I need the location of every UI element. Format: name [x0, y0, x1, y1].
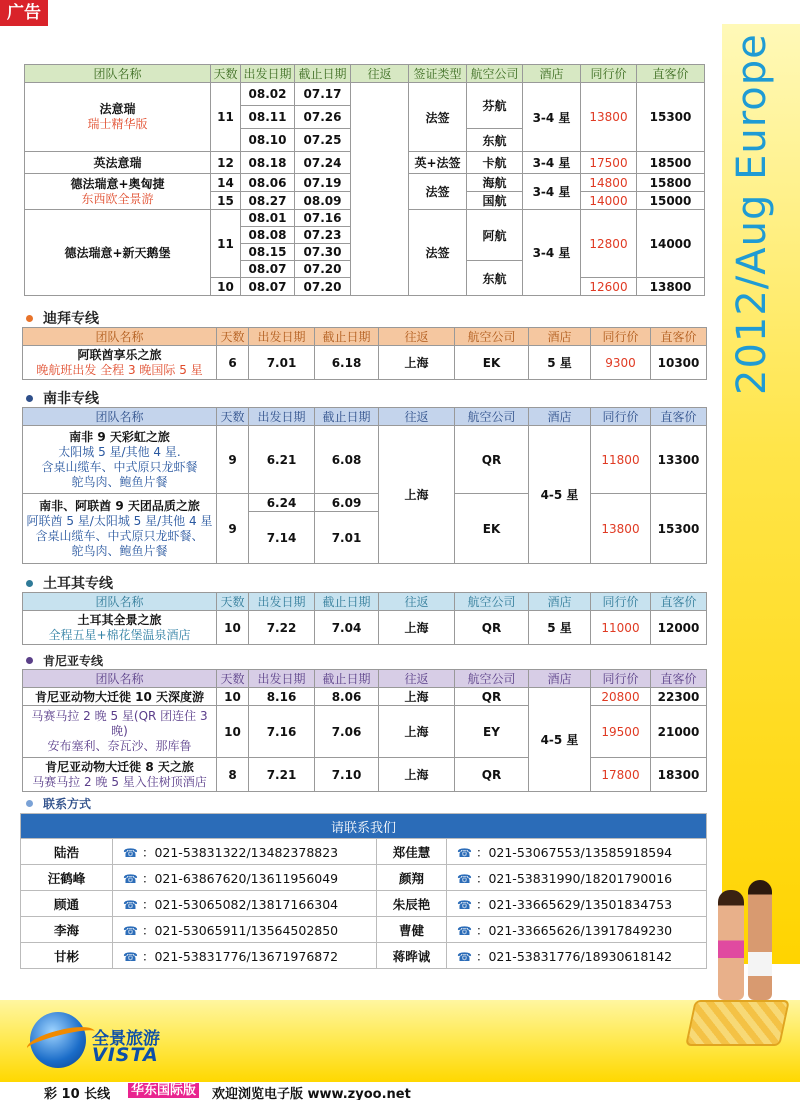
days-cell: 10 — [217, 706, 249, 758]
bullet-icon — [26, 800, 33, 807]
contact-row — [21, 891, 707, 917]
peer-price: 12600 — [581, 278, 637, 296]
departure-date: 08.02 — [241, 83, 295, 106]
tour-subtitle: 安布塞利、奈瓦沙、那库鲁 — [47, 739, 192, 753]
contact-name: 蒋晔诚 — [377, 943, 447, 969]
tour-name: 肯尼亚动物大迁徙 10 天深度游 — [23, 688, 217, 706]
header-cell: 团队名称 — [23, 593, 217, 611]
header-cell: 同行价 — [591, 593, 651, 611]
departure-date: 08.01 — [241, 210, 295, 227]
phone-number: ：021-53831990/18201790016 — [475, 870, 673, 886]
section-title: 肯尼亚专线 — [43, 654, 104, 668]
airline-cell: QR — [455, 426, 529, 494]
header-cell: 酒店 — [529, 670, 591, 688]
direct-price: 18500 — [637, 152, 705, 174]
bullet-icon — [26, 315, 33, 322]
table-row — [23, 426, 707, 494]
roundtrip-cell: 上海 — [379, 346, 455, 380]
peer-price: 14800 — [581, 174, 637, 192]
contact-phone[interactable] — [447, 917, 707, 943]
contact-name: 郑佳慧 — [377, 839, 447, 865]
peer-price: 14000 — [581, 192, 637, 210]
phone-icon: ☎ — [123, 897, 138, 912]
contact-name: 甘彬 — [21, 943, 113, 969]
days-cell: 11 — [211, 83, 241, 152]
tour-name: 德法瑞意+新天鹅堡 — [25, 210, 211, 296]
safrica-header-row — [23, 408, 707, 426]
header-cell: 同行价 — [591, 670, 651, 688]
header-cell: 直客价 — [651, 328, 707, 346]
edition-badge: 华东国际版 — [128, 1083, 199, 1098]
turkey-header-row — [23, 593, 707, 611]
airline-cell: EK — [455, 494, 529, 564]
airline-cell: QR — [455, 611, 529, 645]
visa-cell: 英+法签 — [409, 152, 467, 174]
contact-name: 李海 — [21, 917, 113, 943]
header-cell: 团队名称 — [23, 670, 217, 688]
side-title: 2012/Aug Europe — [729, 33, 775, 395]
contact-phone[interactable] — [447, 865, 707, 891]
deadline-date: 7.06 — [315, 706, 379, 758]
tour-name-cell — [23, 758, 217, 792]
airline-cell: 阿航 — [467, 210, 523, 261]
tour-name-cell — [25, 174, 211, 210]
airline-cell: 芬航 — [467, 83, 523, 129]
days-cell: 10 — [211, 278, 241, 296]
tour-name-cell — [23, 494, 217, 564]
header-cell: 往返 — [379, 593, 455, 611]
hotel-cell: 5 星 — [529, 346, 591, 380]
header-cell: 截止日期 — [315, 670, 379, 688]
phone-icon: ☎ — [123, 871, 138, 886]
logo-chinese: 全景旅游 — [92, 1029, 160, 1049]
phone-icon: ☎ — [457, 871, 472, 886]
header-cell: 截止日期 — [315, 328, 379, 346]
contact-phone[interactable] — [113, 943, 377, 969]
header-cell: 直客价 — [651, 593, 707, 611]
hotel-cell: 3-4 星 — [523, 210, 581, 296]
deadline-date: 07.24 — [295, 152, 351, 174]
beach-mat-shape — [685, 1000, 790, 1046]
tour-name: 阿联酋享乐之旅 — [77, 347, 162, 362]
tour-subtitle: 晚航班出发 全程 3 晚国际 5 星 — [36, 362, 203, 377]
tour-subtitle: 东西欧全景游 — [81, 191, 154, 206]
header-cell: 出发日期 — [249, 593, 315, 611]
contact-row — [21, 917, 707, 943]
tour-name: 土耳其全景之旅 — [77, 612, 162, 627]
page-number: 彩 10 长线 — [44, 1087, 111, 1100]
phone-number: ：021-33665626/13917849230 — [475, 922, 673, 938]
departure-date: 7.01 — [249, 346, 315, 380]
header-cell: 往返 — [379, 328, 455, 346]
departure-date: 8.16 — [249, 688, 315, 706]
header-cell: 航空公司 — [455, 408, 529, 426]
airline-cell: 东航 — [467, 129, 523, 152]
contact-phone[interactable] — [113, 891, 377, 917]
tour-name-cell — [23, 426, 217, 494]
table-row — [25, 83, 705, 106]
departure-date: 08.10 — [241, 129, 295, 152]
direct-price: 21000 — [651, 706, 707, 758]
contact-row — [21, 865, 707, 891]
phone-icon: ☎ — [123, 949, 138, 964]
logo-english: VISTA — [92, 1044, 159, 1066]
kenya-header-row — [23, 670, 707, 688]
direct-price: 15300 — [637, 83, 705, 152]
days-cell: 8 — [217, 758, 249, 792]
contact-name: 顾通 — [21, 891, 113, 917]
tour-name: 南非、阿联酋 9 天团品质之旅 — [39, 498, 200, 513]
direct-price: 14000 — [637, 210, 705, 278]
departure-date: 08.08 — [241, 227, 295, 244]
peer-price: 19500 — [591, 706, 651, 758]
days-cell: 12 — [211, 152, 241, 174]
days-cell: 6 — [217, 346, 249, 380]
airline-cell: 卡航 — [467, 152, 523, 174]
deadline-date: 07.30 — [295, 244, 351, 261]
section-kenya-title — [26, 652, 103, 669]
airline-cell: 东航 — [467, 261, 523, 296]
contact-phone[interactable] — [447, 943, 707, 969]
tour-subtitle: 马赛马拉 2 晚 5 星入住树顶酒店 — [32, 774, 207, 789]
deadline-date: 6.18 — [315, 346, 379, 380]
contact-phone[interactable] — [447, 891, 707, 917]
kenya-table — [22, 669, 707, 792]
header-cell: 同行价 — [591, 408, 651, 426]
visa-cell: 法签 — [409, 210, 467, 296]
tour-subtitle: 马赛马拉 2 晚 5 星(QR 团连住 3 晚) — [31, 709, 208, 738]
days-cell: 14 — [211, 174, 241, 192]
header-cell: 截止日期 — [315, 593, 379, 611]
contact-name: 曹健 — [377, 917, 447, 943]
peer-price: 13800 — [591, 494, 651, 564]
phone-number: ：021-33665629/13501834753 — [475, 896, 673, 912]
direct-price: 12000 — [651, 611, 707, 645]
header-cell: 酒店 — [523, 65, 581, 83]
header-cell: 同行价 — [591, 328, 651, 346]
deadline-date: 07.26 — [295, 106, 351, 129]
departure-date: 6.24 — [249, 494, 315, 512]
phone-icon: ☎ — [123, 923, 138, 938]
deadline-date: 07.19 — [295, 174, 351, 192]
contact-row — [21, 839, 707, 865]
deadline-date: 7.04 — [315, 611, 379, 645]
dubai-header-row — [23, 328, 707, 346]
header-cell: 酒店 — [529, 408, 591, 426]
days-cell: 9 — [217, 494, 249, 564]
safrica-table — [22, 407, 707, 564]
header-cell: 天数 — [217, 328, 249, 346]
header-cell: 航空公司 — [455, 670, 529, 688]
departure-date: 7.14 — [249, 512, 315, 564]
peer-price: 20800 — [591, 688, 651, 706]
days-cell: 15 — [211, 192, 241, 210]
header-cell: 团队名称 — [23, 408, 217, 426]
departure-date: 08.07 — [241, 261, 295, 278]
deadline-date: 07.17 — [295, 83, 351, 106]
tour-name-cell — [23, 706, 217, 758]
tour-name-cell — [23, 611, 217, 645]
header-cell: 直客价 — [651, 670, 707, 688]
direct-price: 13300 — [651, 426, 707, 494]
departure-date: 08.15 — [241, 244, 295, 261]
airline-cell: EK — [455, 346, 529, 380]
direct-price: 15000 — [637, 192, 705, 210]
tour-name: 法意瑞 — [99, 102, 136, 116]
contact-name: 颜翔 — [377, 865, 447, 891]
contact-name: 汪鹤峰 — [21, 865, 113, 891]
phone-number: ：021-53831322/13482378823 — [141, 844, 339, 860]
tour-subtitle: 含桌山缆车、中式原只龙虾餐、 — [35, 528, 204, 543]
departure-date: 6.21 — [249, 426, 315, 494]
tour-subtitle: 鸵鸟肉、鲍鱼片餐 — [71, 474, 168, 489]
contact-phone[interactable] — [113, 865, 377, 891]
hotel-cell: 4-5 星 — [529, 688, 591, 792]
phone-icon: ☎ — [457, 845, 472, 860]
visa-cell: 法签 — [409, 83, 467, 152]
header-cell: 航空公司 — [467, 65, 523, 83]
departure-date: 08.27 — [241, 192, 295, 210]
deadline-date: 07.20 — [295, 278, 351, 296]
section-dubai-title — [26, 308, 99, 328]
direct-price: 15800 — [637, 174, 705, 192]
header-cell: 往返 — [351, 65, 409, 83]
deadline-date: 6.09 — [315, 494, 379, 512]
deadline-date: 08.09 — [295, 192, 351, 210]
visa-cell: 法签 — [409, 174, 467, 210]
table-row — [23, 611, 707, 645]
phone-number: ：021-53065082/13817166304 — [141, 896, 339, 912]
contact-row — [21, 943, 707, 969]
vista-logo — [30, 1010, 190, 1070]
header-cell: 航空公司 — [455, 593, 529, 611]
roundtrip-cell: 上海 — [379, 426, 455, 564]
europe-header-row — [25, 65, 705, 83]
departure-date: 08.18 — [241, 152, 295, 174]
bullet-icon — [26, 580, 33, 587]
phone-number: ：021-63867620/13611956049 — [141, 870, 339, 886]
header-cell: 天数 — [217, 593, 249, 611]
tour-subtitle: 全程五星+棉花堡温泉酒店 — [48, 627, 191, 642]
table-row — [23, 688, 707, 706]
section-title: 土耳其专线 — [43, 576, 113, 592]
roundtrip-cell: 上海 — [379, 758, 455, 792]
header-cell: 签证类型 — [409, 65, 467, 83]
header-cell: 同行价 — [581, 65, 637, 83]
beach-couple-image — [690, 880, 800, 1060]
phone-number: ：021-53065911/13564502850 — [141, 922, 339, 938]
contact-phone[interactable] — [113, 917, 377, 943]
direct-price: 18300 — [651, 758, 707, 792]
tour-subtitle: 含桌山缆车、中式原只龙虾餐 — [41, 459, 198, 474]
tour-name-cell — [25, 83, 211, 152]
table-row — [23, 346, 707, 380]
header-cell: 航空公司 — [455, 328, 529, 346]
departure-date: 08.07 — [241, 278, 295, 296]
direct-price: 13800 — [637, 278, 705, 296]
hotel-cell: 3-4 星 — [523, 174, 581, 210]
section-title: 迪拜专线 — [43, 311, 99, 327]
roundtrip-cell: 上海 — [379, 706, 455, 758]
header-cell: 天数 — [217, 408, 249, 426]
dubai-table — [22, 327, 707, 380]
deadline-date: 07.20 — [295, 261, 351, 278]
days-cell: 11 — [211, 210, 241, 278]
roundtrip-cell: 上海 — [379, 688, 455, 706]
deadline-date: 7.01 — [315, 512, 379, 564]
welcome-link[interactable]: 欢迎浏览电子版 www.zyoo.net — [212, 1087, 411, 1100]
departure-date: 7.16 — [249, 706, 315, 758]
header-cell: 出发日期 — [241, 65, 295, 83]
airline-cell: 国航 — [467, 192, 523, 210]
peer-price: 17500 — [581, 152, 637, 174]
departure-date: 08.06 — [241, 174, 295, 192]
header-cell: 酒店 — [529, 328, 591, 346]
bullet-icon — [26, 657, 33, 664]
tour-name: 德法瑞意+奥匈捷 — [70, 176, 165, 191]
tour-subtitle: 鸵鸟肉、鲍鱼片餐 — [71, 543, 168, 558]
hotel-cell: 3-4 星 — [523, 152, 581, 174]
hotel-cell: 5 星 — [529, 611, 591, 645]
section-safrica-title — [26, 388, 99, 408]
deadline-date: 6.08 — [315, 426, 379, 494]
man-figure-shape — [748, 880, 772, 1000]
tour-name-cell — [23, 346, 217, 380]
departure-date: 08.11 — [241, 106, 295, 129]
hotel-cell: 4-5 星 — [529, 426, 591, 564]
contact-phone[interactable] — [113, 839, 377, 865]
header-cell: 直客价 — [651, 408, 707, 426]
contact-name: 朱辰艳 — [377, 891, 447, 917]
tour-subtitle: 太阳城 5 星/其他 4 星. — [58, 444, 181, 459]
header-cell: 酒店 — [529, 593, 591, 611]
airline-cell: EY — [455, 706, 529, 758]
tour-subtitle: 阿联酋 5 星/太阳城 5 星/其他 4 星 — [26, 513, 213, 528]
departure-date: 7.22 — [249, 611, 315, 645]
header-cell: 天数 — [217, 670, 249, 688]
header-cell: 团队名称 — [25, 65, 211, 83]
peer-price: 13800 — [581, 83, 637, 152]
header-cell: 直客价 — [637, 65, 705, 83]
roundtrip-cell — [351, 83, 409, 296]
phone-icon: ☎ — [457, 923, 472, 938]
section-title: 南非专线 — [43, 391, 99, 407]
departure-date: 7.21 — [249, 758, 315, 792]
header-cell: 往返 — [379, 670, 455, 688]
header-cell: 团队名称 — [23, 328, 217, 346]
table-row — [23, 494, 707, 512]
days-cell: 9 — [217, 426, 249, 494]
tour-name: 英法意瑞 — [25, 152, 211, 174]
days-cell: 10 — [217, 688, 249, 706]
contact-header: 请联系我们 — [21, 814, 707, 839]
roundtrip-cell: 上海 — [379, 611, 455, 645]
header-cell: 出发日期 — [249, 670, 315, 688]
direct-price: 15300 — [651, 494, 707, 564]
woman-figure-shape — [718, 890, 744, 1000]
section-title: 联系方式 — [43, 797, 92, 811]
header-cell: 往返 — [379, 408, 455, 426]
contact-table — [20, 813, 707, 969]
phone-number: ：021-53067553/13585918594 — [475, 844, 673, 860]
header-cell: 截止日期 — [315, 408, 379, 426]
header-cell: 出发日期 — [249, 328, 315, 346]
phone-icon: ☎ — [123, 845, 138, 860]
bullet-icon — [26, 395, 33, 402]
table-row — [23, 758, 707, 792]
peer-price: 11800 — [591, 426, 651, 494]
deadline-date: 7.10 — [315, 758, 379, 792]
direct-price: 10300 — [651, 346, 707, 380]
section-turkey-title — [26, 573, 113, 593]
header-cell: 出发日期 — [249, 408, 315, 426]
tour-name: 肯尼亚动物大迁徙 8 天之旅 — [45, 759, 194, 774]
table-row — [23, 706, 707, 758]
tour-subtitle: 瑞士精华版 — [87, 117, 148, 131]
direct-price: 22300 — [651, 688, 707, 706]
phone-number: ：021-53831776/18930618142 — [475, 948, 673, 964]
days-cell: 10 — [217, 611, 249, 645]
header-cell: 天数 — [211, 65, 241, 83]
deadline-date: 07.25 — [295, 129, 351, 152]
peer-price: 17800 — [591, 758, 651, 792]
peer-price: 12800 — [581, 210, 637, 278]
airline-cell: QR — [455, 758, 529, 792]
contact-phone[interactable] — [447, 839, 707, 865]
ad-label: 广告 — [0, 0, 48, 26]
peer-price: 11000 — [591, 611, 651, 645]
phone-icon: ☎ — [457, 949, 472, 964]
hotel-cell: 3-4 星 — [523, 83, 581, 152]
airline-cell: 海航 — [467, 174, 523, 192]
turkey-table — [22, 592, 707, 645]
tour-name: 南非 9 天彩虹之旅 — [69, 429, 170, 444]
section-contact-title — [26, 795, 91, 812]
deadline-date: 07.16 — [295, 210, 351, 227]
peer-price: 9300 — [591, 346, 651, 380]
europe-table — [24, 64, 705, 296]
contact-name: 陆浩 — [21, 839, 113, 865]
deadline-date: 07.23 — [295, 227, 351, 244]
phone-number: ：021-53831776/13671976872 — [141, 948, 339, 964]
phone-icon: ☎ — [457, 897, 472, 912]
airline-cell: QR — [455, 688, 529, 706]
header-cell: 截止日期 — [295, 65, 351, 83]
deadline-date: 8.06 — [315, 688, 379, 706]
